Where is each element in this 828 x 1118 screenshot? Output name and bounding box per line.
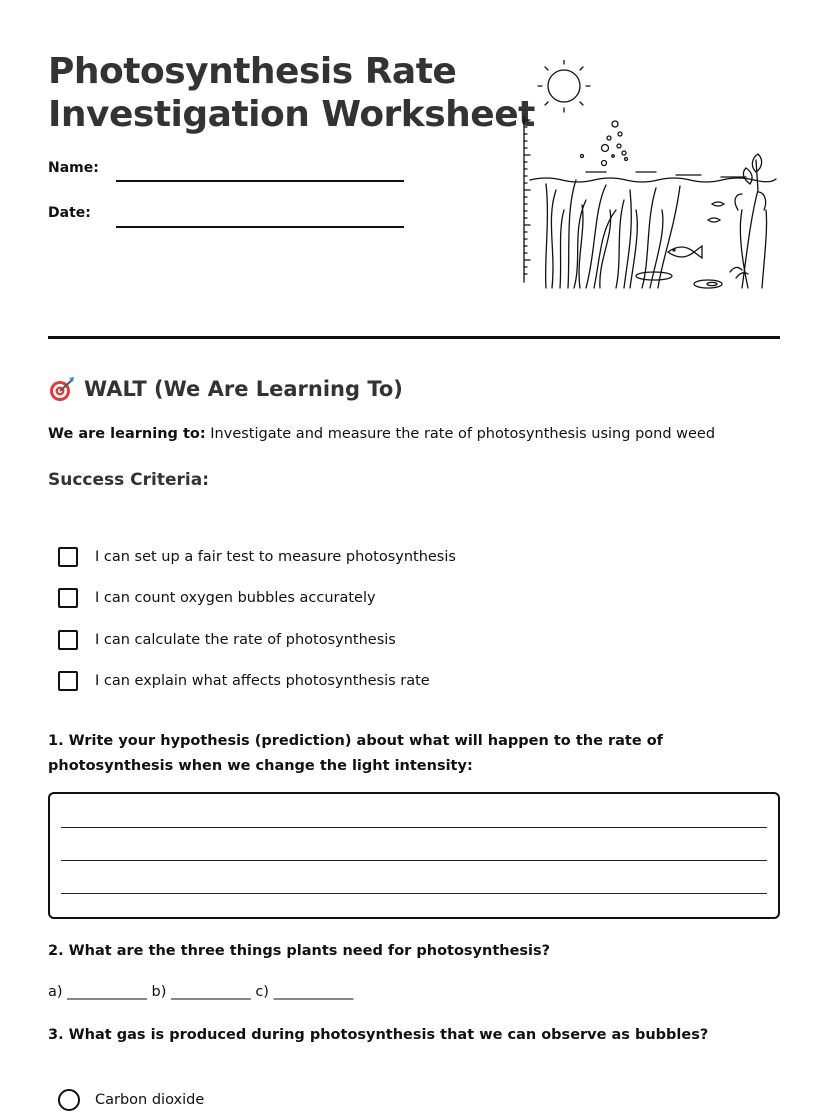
- option-radio[interactable]: [58, 1089, 80, 1111]
- worksheet-title: [48, 50, 535, 136]
- date-label: Date:: [48, 205, 91, 221]
- bubbles-icon: [581, 121, 628, 166]
- target-dart-icon: [48, 376, 76, 402]
- learning-label: We are learning to:: [48, 426, 206, 442]
- answer-line: [61, 827, 767, 828]
- criteria-checkbox[interactable]: [58, 630, 78, 650]
- ruler-icon: [524, 116, 530, 282]
- criteria-checkbox[interactable]: [58, 671, 78, 691]
- title-line-1: Photosynthesis Rate: [48, 51, 457, 92]
- date-field[interactable]: [116, 226, 404, 228]
- name-field[interactable]: [116, 180, 404, 182]
- name-label: Name:: [48, 160, 99, 176]
- criteria-item: [58, 619, 456, 661]
- walt-heading: [48, 376, 403, 402]
- gas-option[interactable]: [58, 1089, 204, 1111]
- learning-objective: [48, 426, 715, 442]
- success-criteria-heading: Success Criteria:: [48, 470, 210, 490]
- criteria-label: I can calculate the rate of photosynthesis: [95, 631, 396, 648]
- criteria-label: I can count oxygen bubbles accurately: [95, 590, 376, 607]
- title-line-2: Investigation Worksheet: [48, 94, 535, 135]
- option-label: Carbon dioxide: [95, 1092, 205, 1108]
- hypothesis-answer-box[interactable]: [48, 792, 780, 919]
- question-3: 3. What gas is produced during photosynthesis that we can observe as bubbles?: [48, 1027, 709, 1043]
- learning-text: Investigate and measure the rate of photosynthesis using pond weed: [205, 426, 716, 442]
- walt-heading-text: WALT (We Are Learning To): [84, 377, 403, 401]
- question-2: 2. What are the three things plants need for photosynthesis?: [48, 943, 551, 959]
- answer-line: [61, 860, 767, 861]
- pond-weed-illustration: [516, 60, 778, 292]
- criteria-item: [58, 661, 456, 703]
- success-criteria-list: [58, 536, 456, 702]
- criteria-label: I can set up a fair test to measure photosynthesis: [95, 548, 456, 565]
- criteria-checkbox[interactable]: [58, 547, 78, 567]
- criteria-label: I can explain what affects photosynthesis rate: [95, 673, 430, 690]
- section-divider: [48, 336, 780, 339]
- criteria-checkbox[interactable]: [58, 588, 78, 608]
- criteria-item: [58, 578, 456, 620]
- question-2-blanks[interactable]: a) ___________ b) ___________ c) ___________: [48, 984, 354, 1000]
- answer-line: [61, 893, 767, 894]
- sun-icon: [538, 60, 590, 112]
- question-1: 1. Write your hypothesis (prediction) about what will happen to the rate of photosynthesis when we change the light intensity:: [48, 733, 663, 774]
- criteria-item: [58, 536, 456, 578]
